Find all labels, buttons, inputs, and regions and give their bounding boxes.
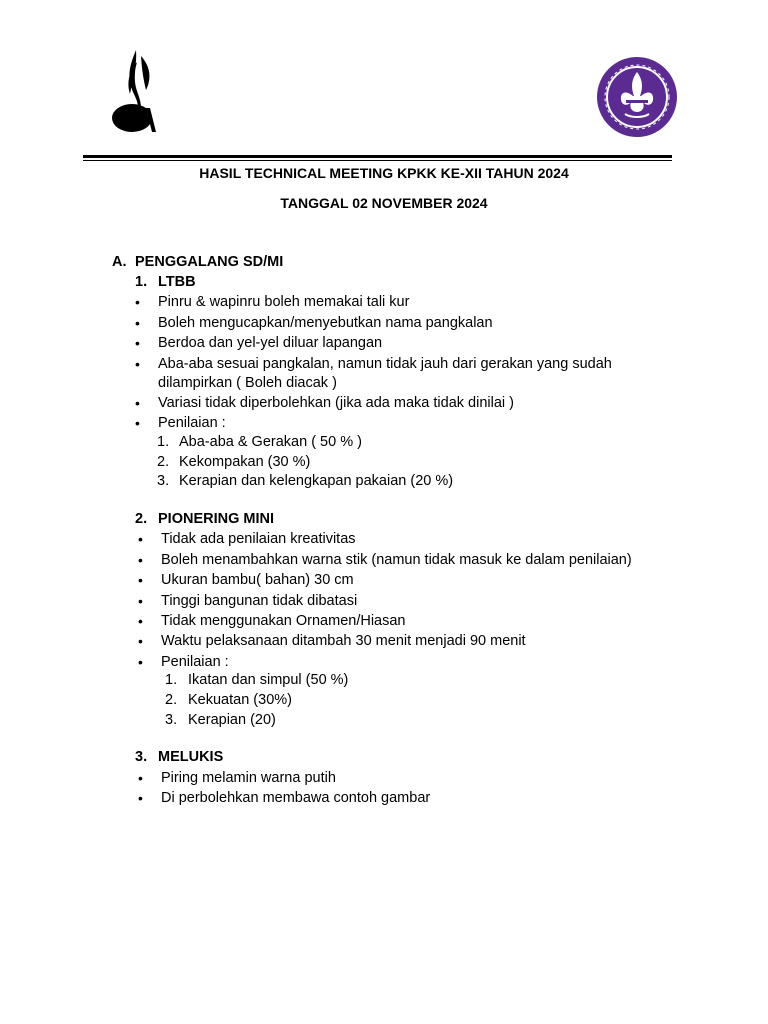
list-item: Waktu pelaksanaan ditambah 30 menit menjadi 90 menit [161,633,526,649]
subsection-title-melukis: MELUKIS [158,749,224,765]
list-item: Piring melamin warna putih [161,770,336,786]
list-item: Variasi tidak diperbolehkan (jika ada maka tidak dinilai ) [158,395,514,411]
list-item: Penilaian : [161,654,229,670]
subsection-number: 2. [135,511,148,527]
scoring-item: Kekuatan (30%) [188,692,292,708]
bullet-icon: • [135,395,140,411]
header-rule-thin [83,160,672,161]
section-a-marker: A. [112,254,127,270]
bullet-icon: • [135,415,140,431]
bullet-icon: • [138,531,143,547]
document-title: HASIL TECHNICAL MEETING KPKK KE-XII TAHUN 2024 [199,165,569,181]
bullet-icon: • [135,356,140,372]
scoring-item: Ikatan dan simpul (50 %) [188,672,349,688]
bullet-icon: • [138,770,143,786]
list-item: Ukuran bambu( bahan) 30 cm [161,572,354,588]
list-item: Pinru & wapinru boleh memakai tali kur [158,294,410,310]
subsection-title-ltbb: LTBB [158,274,196,290]
list-item-continuation: dilampirkan ( Boleh diacak ) [158,375,337,391]
bullet-icon: • [138,633,143,649]
tunas-kelapa-logo-icon [108,48,160,136]
bullet-icon: • [135,315,140,331]
list-item: Di perbolehkan membawa contoh gambar [161,790,431,806]
bullet-icon: • [138,790,143,806]
subsection-number: 3. [135,749,148,765]
list-item: Berdoa dan yel-yel diluar lapangan [158,335,383,351]
scoring-item: Kerapian dan kelengkapan pakaian (20 %) [179,473,454,489]
scoring-number: 2. [165,692,178,708]
subsection-title-pionering: PIONERING MINI [158,511,275,527]
list-item: Penilaian : [158,415,226,431]
scoring-number: 3. [165,712,178,728]
bullet-icon: • [138,613,143,629]
list-item: Boleh mengucapkan/menyebutkan nama pangkalan [158,315,493,331]
list-item: Aba-aba sesuai pangkalan, namun tidak jauh dari gerakan yang sudah [158,356,612,372]
list-item: Tidak ada penilaian kreativitas [161,531,356,547]
bullet-icon: • [135,335,140,351]
scoring-number: 3. [157,473,170,489]
list-item: Boleh menambahkan warna stik (namun tidak masuk ke dalam penilaian) [161,552,632,568]
list-item: Tidak menggunakan Ornamen/Hiasan [161,613,406,629]
subsection-number: 1. [135,274,148,290]
scoring-number: 1. [165,672,178,688]
bullet-icon: • [138,654,143,670]
scoring-item: Kekompakan (30 %) [179,454,311,470]
bullet-icon: • [138,552,143,568]
list-item: Tinggi bangunan tidak dibatasi [161,593,358,609]
section-a-heading: PENGGALANG SD/MI [135,254,284,270]
document-date: TANGGAL 02 NOVEMBER 2024 [280,195,488,211]
scoring-item: Aba-aba & Gerakan ( 50 % ) [179,434,362,450]
header-rule [83,155,672,158]
bullet-icon: • [138,572,143,588]
wosm-scout-emblem-icon [596,56,678,138]
bullet-icon: • [138,593,143,609]
bullet-icon: • [135,294,140,310]
scoring-number: 2. [157,454,170,470]
scoring-number: 1. [157,434,170,450]
scoring-item: Kerapian (20) [188,712,276,728]
